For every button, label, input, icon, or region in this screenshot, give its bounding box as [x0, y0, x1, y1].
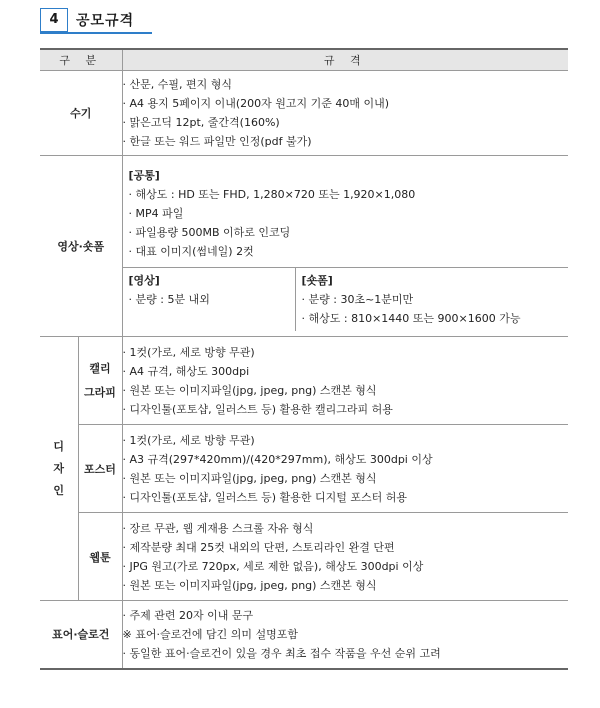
list-item: · 원본 또는 이미지파일(jpg, jpeg, png) 스캔본 형식: [122, 471, 377, 485]
list-item: · A3 규격(297*420mm)/(420*297mm), 해상도 300dpi 이상: [122, 452, 433, 466]
video-subcell: [123, 268, 296, 331]
list-item: · 분량 : 5분 내외: [128, 292, 210, 306]
video-spec: [122, 156, 568, 337]
list-item: · 동일한 표어·슬로건이 있을 경우 최초 접수 작품을 우선 순위 고려: [122, 646, 441, 660]
video-title: [영상]: [128, 273, 160, 287]
essay-spec: [122, 71, 568, 156]
video-shorts-split: [123, 267, 569, 331]
header-spec: 규 격: [122, 49, 568, 71]
note-item: ※ 표어·슬로건에 담긴 의미 설명포함: [122, 627, 298, 641]
list-item: · A4 규격, 해상도 300dpi: [122, 364, 250, 378]
list-item: · 산문, 수필, 편지 형식: [122, 78, 232, 91]
list-item: · 주제 관련 20자 이내 문구: [122, 608, 254, 622]
list-item: · 원본 또는 이미지파일(jpg, jpeg, png) 스캔본 형식: [122, 578, 377, 592]
list-item: · 디자인툴(포토샵, 일러스트 등) 활용한 캘리그라피 허용: [122, 402, 393, 416]
list-item: · 해상도 : 810×1440 또는 900×1600 가능: [301, 311, 521, 325]
row-essay: [40, 71, 568, 156]
row-video: [40, 156, 568, 337]
list-item: · 1컷(가로, 세로 방향 무관): [122, 345, 255, 359]
section-number: 4: [40, 8, 68, 32]
list-item: · 원본 또는 이미지파일(jpg, jpeg, png) 스캔본 형식: [122, 383, 377, 397]
row-webtoon: [40, 513, 568, 601]
design-label: [40, 337, 78, 601]
row-slogan: [40, 601, 568, 669]
list-item: · 제작분량 최대 25컷 내외의 단편, 스토리라인 완결 단편: [122, 540, 395, 554]
list-item: · 해상도 : HD 또는 FHD, 1,280×720 또는 1,920×1,080: [128, 187, 416, 201]
shorts-subcell: [296, 268, 569, 331]
row-calligraphy: [40, 337, 568, 425]
calligraphy-spec: [122, 337, 568, 425]
table-header-row: [40, 49, 568, 71]
list-item: · 분량 : 30초~1분미만: [301, 292, 414, 306]
webtoon-label: 웹툰: [78, 513, 122, 601]
poster-label: 포스터: [78, 425, 122, 513]
design-label-char: 디: [53, 439, 65, 453]
webtoon-spec: [122, 513, 568, 601]
calligraphy-label: [78, 337, 122, 425]
design-label-char: 인: [53, 483, 65, 497]
section-header: [40, 8, 152, 34]
slogan-spec: [122, 601, 568, 669]
list-item: · 1컷(가로, 세로 방향 무관): [122, 433, 255, 447]
list-item: · 디자인툴(포토샵, 일러스트 등) 활용한 디지털 포스터 허용: [122, 490, 407, 504]
essay-label: 수기: [40, 71, 122, 156]
list-item: · 대표 이미지(썸네일) 2컷: [128, 244, 254, 258]
list-item: · JPG 원고(가로 720px, 세로 제한 없음), 해상도 300dpi 이상: [122, 559, 424, 573]
design-label-char: 자: [53, 461, 65, 475]
list-item: · 한글 또는 워드 파일만 인정(pdf 불가): [122, 135, 312, 148]
poster-spec: [122, 425, 568, 513]
list-item: · A4 용지 5페이지 이내(200자 원고지 기준 40매 이내): [122, 97, 390, 110]
list-item: · 맑은고딕 12pt, 줄간격(160%): [122, 116, 280, 129]
common-title: [공통]: [128, 168, 160, 182]
calligraphy-label-line: 캘리: [89, 361, 111, 375]
list-item: · 장르 무관, 웹 게재용 스크롤 자유 형식: [122, 521, 314, 535]
row-poster: [40, 425, 568, 513]
calligraphy-label-line: 그라피: [84, 385, 116, 399]
slogan-label: 표어·슬로건: [40, 601, 122, 669]
section-title: 공모규격: [76, 13, 135, 29]
header-category: 구 분: [40, 49, 122, 71]
video-label: 영상·숏폼: [40, 156, 122, 337]
list-item: · 파일용량 500MB 이하로 인코딩: [128, 225, 291, 239]
shorts-title: [숏폼]: [301, 273, 333, 287]
spec-table: [40, 48, 568, 670]
list-item: · MP4 파일: [128, 206, 184, 220]
